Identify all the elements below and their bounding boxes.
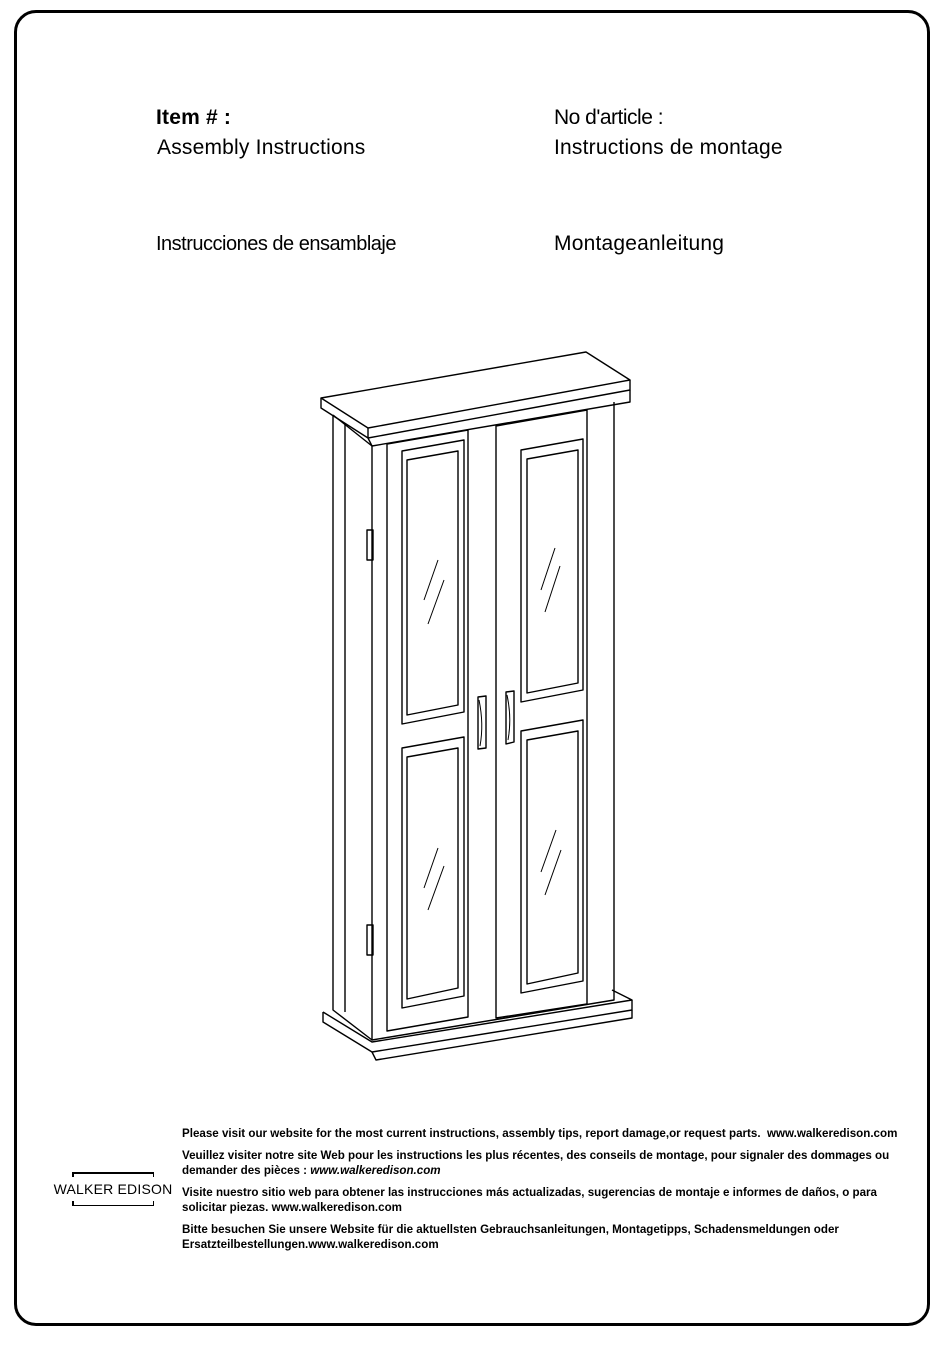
item-number-label-en: Item # : bbox=[156, 106, 232, 129]
website-notice bbox=[182, 1126, 910, 1259]
brand-name: WALKER EDISON bbox=[53, 1181, 173, 1197]
website-link-es[interactable]: www.walkeredison.com bbox=[271, 1201, 402, 1214]
walker-edison-logo bbox=[52, 1172, 174, 1206]
title-fr: Instructions de montage bbox=[554, 136, 783, 159]
title-de: Montageanleitung bbox=[554, 232, 725, 255]
title-en: Assembly Instructions bbox=[157, 136, 366, 159]
website-link-fr[interactable]: www.walkeredison.com bbox=[310, 1164, 441, 1177]
website-link-en[interactable]: www.walkeredison.com bbox=[767, 1127, 898, 1140]
title-es: Instrucciones de ensamblaje bbox=[156, 233, 396, 255]
notice-en: Please visit our website for the most current instructions, assembly tips, report damage,or request parts. www.walkeredison.com bbox=[182, 1127, 898, 1140]
notice-es: Visite nuestro sitio web para obtener las instrucciones más actualizadas, sugerencias de montaje e informes de daños, o para solicitar piezas. www.walkeredison.com bbox=[182, 1186, 877, 1214]
notice-fr: Veuillez visiter notre site Web pour les instructions les plus récentes, des conseils de montage, pour signaler des dommages ou demander des pièces : www.walkeredison.com bbox=[182, 1149, 890, 1177]
item-number-label-fr: No d'article : bbox=[554, 106, 664, 129]
notice-de: Bitte besuchen Sie unsere Website für die aktuellsten Gebrauchsanleitungen, Montagetipps, Schadensmeldungen oder Ersatzteilbestellungen.www.walkeredison.com bbox=[182, 1223, 839, 1251]
cabinet-illustration bbox=[310, 345, 640, 1065]
website-link-de[interactable]: www.walkeredison.com bbox=[308, 1238, 439, 1251]
